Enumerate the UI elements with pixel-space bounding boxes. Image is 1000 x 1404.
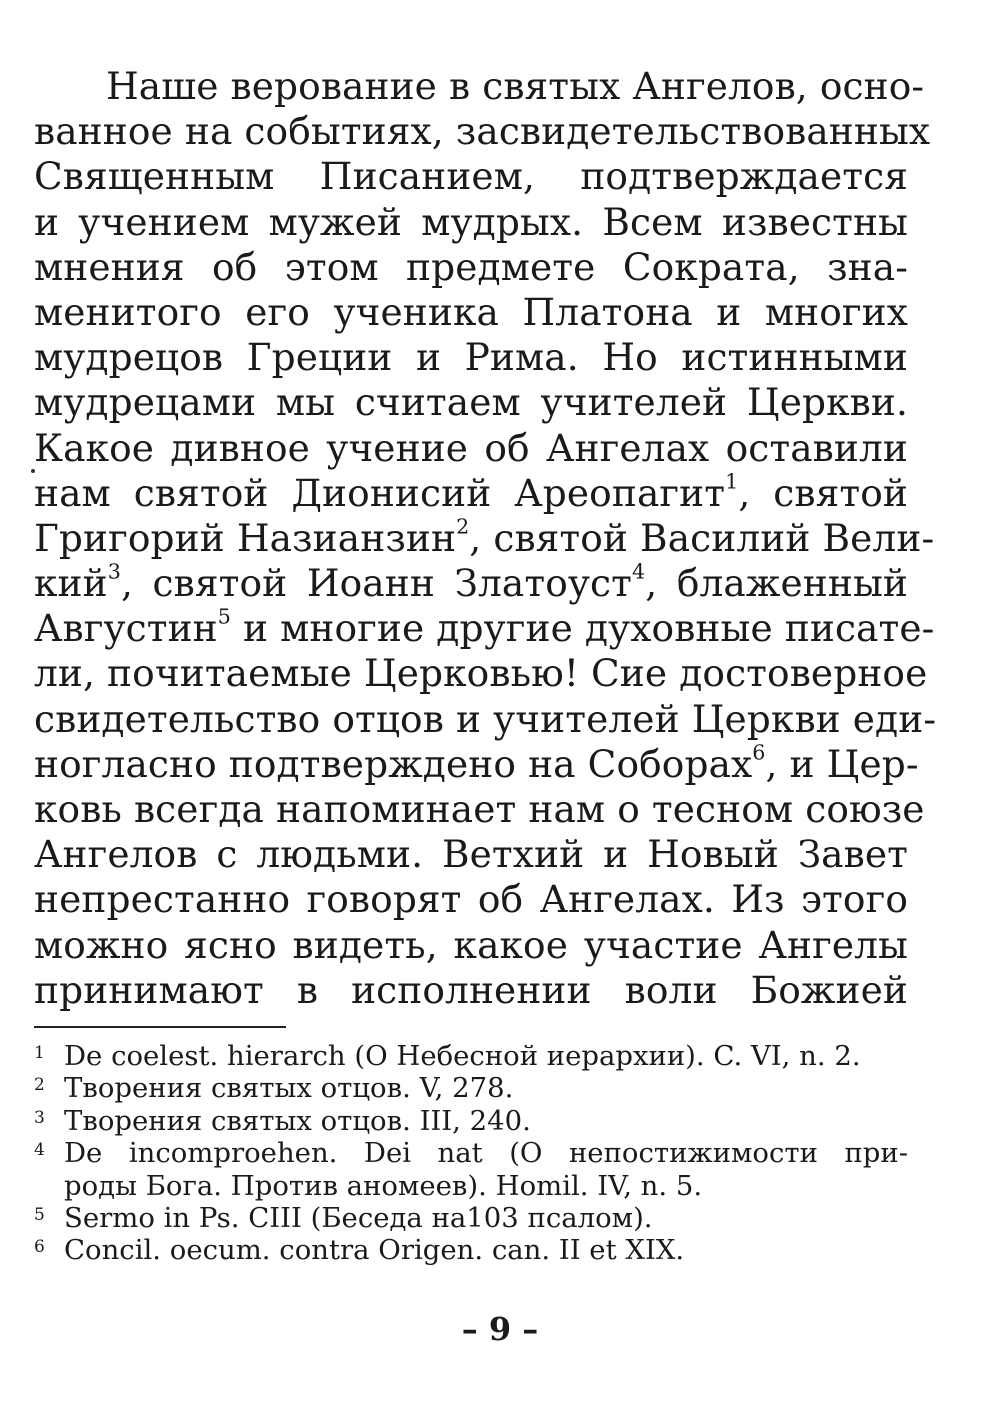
page-body	[34, 64, 937, 1013]
text-segment: и многие другие духовные писате-	[230, 606, 935, 651]
footnote-reference: 4	[632, 559, 646, 584]
text-line: можно ясно видеть, какое участие Ангелы	[34, 922, 908, 967]
main-paragraph	[34, 64, 937, 1013]
text-segment: , святой Иоанн Златоуст	[120, 561, 633, 606]
footnote-reference: 2	[456, 514, 470, 539]
text-segment: ногласно подтверждено на Соборах	[34, 741, 753, 786]
footnote-text	[64, 1137, 908, 1202]
footnote-number: 1	[34, 1043, 45, 1063]
footnote-item	[34, 1072, 908, 1104]
text-segment: , и Цер-	[765, 741, 919, 786]
footnote-divider	[34, 1026, 286, 1028]
text-line	[34, 561, 908, 606]
text-segment: , святой	[738, 470, 908, 515]
text-line: Ангелов с людьми. Ветхий и Новый Завет	[34, 832, 908, 877]
footnote-line: роды Бога. Против аномеев). Homil. IV, n. 5.	[64, 1169, 703, 1202]
footnote-text	[64, 1040, 908, 1072]
footnote-item	[34, 1202, 908, 1234]
text-line: мудрецов Греции и Рима. Но истинными	[34, 335, 908, 380]
footnote-text	[64, 1105, 908, 1137]
footnote-item	[34, 1234, 908, 1266]
footnote-item	[34, 1040, 908, 1072]
page-number: – 9 –	[461, 1310, 539, 1348]
footnote-line: Concil. oecum. contra Origen. can. II et XIX.	[64, 1234, 685, 1267]
footnote-line: Творения святых отцов. V, 278.	[64, 1072, 514, 1105]
text-line	[34, 740, 919, 787]
text-line: ванное на событиях, засвидетельствованных	[34, 109, 931, 154]
text-line: принимают в исполнении воли Божией	[34, 967, 908, 1012]
text-line: Священным Писанием, подтверждается	[34, 154, 908, 199]
text-line	[34, 514, 935, 561]
text-line: непрестанно говорят об Ангелах. Из этого	[34, 877, 908, 922]
footnote-text	[64, 1202, 908, 1234]
text-line: и учением мужей мудрых. Всем известны	[34, 199, 908, 244]
text-segment: , блаженный	[645, 561, 909, 606]
footnote-number: 2	[34, 1075, 45, 1096]
text-line: ковь всегда напоминает нам о тесном союзе	[34, 787, 925, 831]
text-line: менитого его ученика Платона и многих	[34, 289, 908, 334]
text-line: Какое дивное учение об Ангелах оставили	[34, 425, 908, 470]
footnote-reference: 5	[217, 604, 231, 629]
text-segment: Григорий Назианзин	[34, 515, 457, 560]
text-segment: кий	[34, 561, 108, 606]
footnotes	[34, 1040, 908, 1267]
footnote-text	[64, 1072, 908, 1104]
footnote-line: Sermo in Ps. CIII (Беседа на103 псалом).	[64, 1202, 653, 1235]
footnote-number: 5	[34, 1205, 45, 1226]
footnote-reference: 1	[725, 469, 739, 494]
footnote-line: De coelest. hierarch (О Небесной иерархии). C. VI, n. 2.	[64, 1040, 861, 1072]
text-segment: , святой Василий Вели-	[469, 515, 935, 560]
footnote-number: 3	[34, 1107, 45, 1128]
text-line: свидетельство отцов и учителей Церкви еди-	[34, 696, 937, 741]
text-line: мудрецами мы считаем учителей Церкви.	[34, 380, 908, 425]
text-line	[34, 471, 908, 516]
footnote-item	[34, 1137, 908, 1202]
footnote-reference: 3	[107, 559, 121, 584]
text-line: ли, почитаемые Церковью! Сие достоверное	[34, 651, 928, 696]
footnote-item	[34, 1105, 908, 1137]
footnote-line: Творения святых отцов. III, 240.	[64, 1104, 531, 1137]
footnote-number: 6	[34, 1237, 45, 1258]
text-segment: Августин	[34, 606, 218, 651]
text-line	[34, 604, 935, 651]
text-segment: нам святой Дионисий Ареопагит	[34, 470, 726, 515]
footnote-text	[64, 1234, 908, 1266]
text-line: мнения об этом предмете Сократа, зна-	[34, 244, 908, 289]
footnote-line: De incomproehen. Dei nat (О непостижимости при-	[64, 1137, 908, 1170]
footnote-reference: 6	[752, 740, 766, 765]
footnote-number: 4	[34, 1140, 45, 1161]
text-line: Наше верование в святых Ангелов, осно-	[106, 64, 925, 108]
